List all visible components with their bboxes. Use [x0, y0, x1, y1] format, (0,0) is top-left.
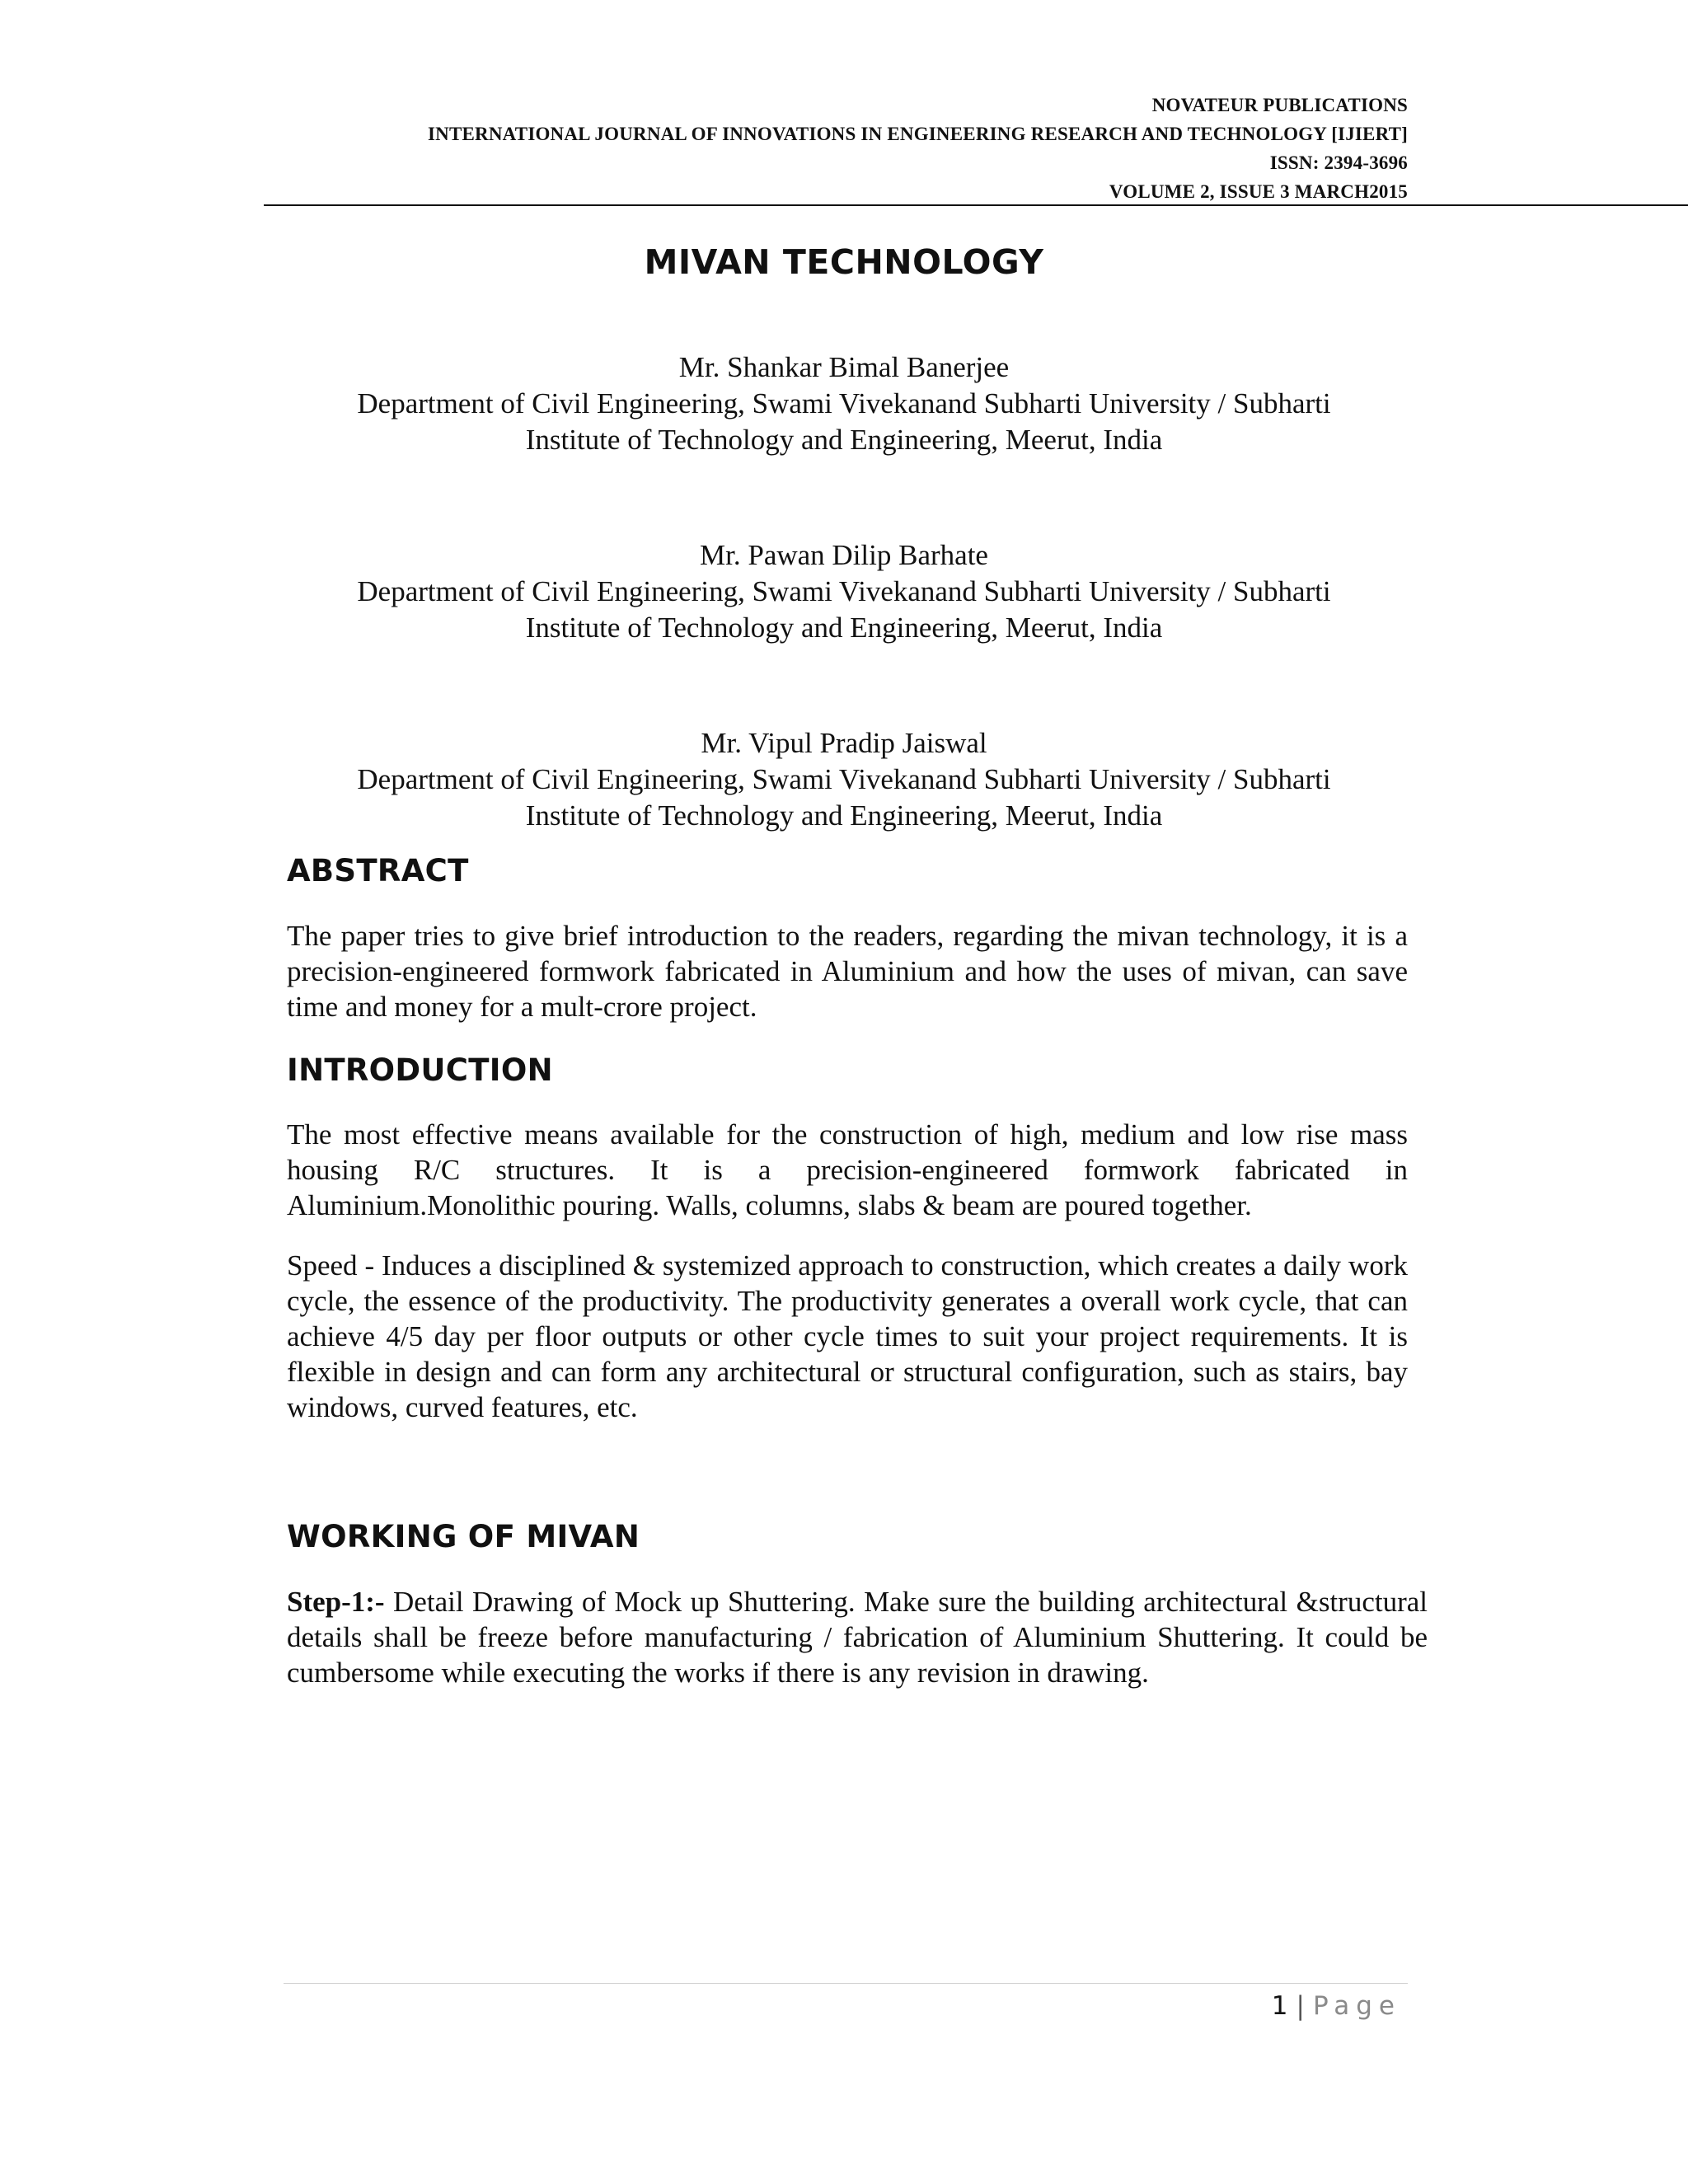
author-list — [0, 349, 1688, 913]
journal-header — [428, 91, 1408, 206]
working-heading: WORKING OF MIVAN — [287, 1519, 640, 1554]
page-separator: | — [1296, 1991, 1305, 2021]
page-number: 1 — [1271, 1991, 1288, 2021]
introduction-paragraph: The most effective means available for the construction of high, medium and low rise mass housing R/C structures. It is a precision-engineered formwork fabricated in Aluminium.Monolithic pouring. Walls, columns, slabs & beam are poured together. — [287, 1118, 1408, 1221]
page-footer — [1272, 1988, 1401, 2024]
header-divider — [264, 204, 1688, 206]
working-section — [287, 1584, 1428, 1690]
author-block — [0, 725, 1688, 834]
author-affiliation: Institute of Technology and Engineering, Meerut, India — [525, 612, 1163, 644]
abstract-text: The paper tries to give brief introduction to the readers, regarding the mivan technology, it is a precision-engineered formwork fabricated in Aluminium and how the uses of mivan, can save time and money for a mult-crore project. — [287, 920, 1408, 1023]
introduction-section — [287, 1117, 1408, 1425]
paper-title: MIVAN TECHNOLOGY — [644, 242, 1044, 282]
journal-name: INTERNATIONAL JOURNAL OF INNOVATIONS IN ENGINEERING RESEARCH AND TECHNOLOGY [IJIERT] — [428, 124, 1408, 144]
step-paragraph — [287, 1584, 1428, 1690]
introduction-heading: INTRODUCTION — [287, 1052, 553, 1088]
issn: ISSN: 2394-3696 — [1269, 152, 1408, 173]
author-name: Mr. Pawan Dilip Barhate — [700, 539, 988, 571]
introduction-paragraph: Speed - Induces a disciplined & systemized approach to construction, which creates a daily work cycle, the essence of the productivity. The productivity generates a overall work cycle, that can achieve 4/5 day per floor outputs or other cycle times to suit your project requirements. It is flexible in design and can form any architectural or structural configuration, such as stairs, bay windows, curved features, etc. — [287, 1249, 1408, 1423]
author-affiliation: Department of Civil Engineering, Swami Vivekanand Subharti University / Subharti — [357, 575, 1331, 607]
step-text: Detail Drawing of Mock up Shuttering. Make sure the building architectural &structural details shall be freeze before manufacturing / fabrication of Aluminium Shuttering. It could be cumbersome while executing the works if there is any revision in drawing. — [287, 1586, 1428, 1689]
author-block — [0, 349, 1688, 458]
author-affiliation: Department of Civil Engineering, Swami Vivekanand Subharti University / Subharti — [357, 763, 1331, 795]
author-affiliation: Institute of Technology and Engineering, Meerut, India — [525, 799, 1163, 832]
publisher-name: NOVATEUR PUBLICATIONS — [1151, 95, 1408, 115]
footer-divider — [284, 1983, 1408, 1984]
abstract-heading: ABSTRACT — [287, 853, 469, 888]
page-label: Page — [1312, 1991, 1401, 2021]
author-affiliation: Institute of Technology and Engineering, Meerut, India — [525, 424, 1163, 456]
step-label: Step-1:- — [287, 1586, 385, 1618]
author-name: Mr. Shankar Bimal Banerjee — [678, 351, 1010, 383]
abstract-section — [287, 918, 1408, 1024]
volume-issue: VOLUME 2, ISSUE 3 MARCH2015 — [1109, 181, 1408, 202]
author-name: Mr. Vipul Pradip Jaiswal — [701, 727, 987, 759]
author-block — [0, 537, 1688, 646]
author-affiliation: Department of Civil Engineering, Swami Vivekanand Subharti University / Subharti — [357, 387, 1331, 419]
